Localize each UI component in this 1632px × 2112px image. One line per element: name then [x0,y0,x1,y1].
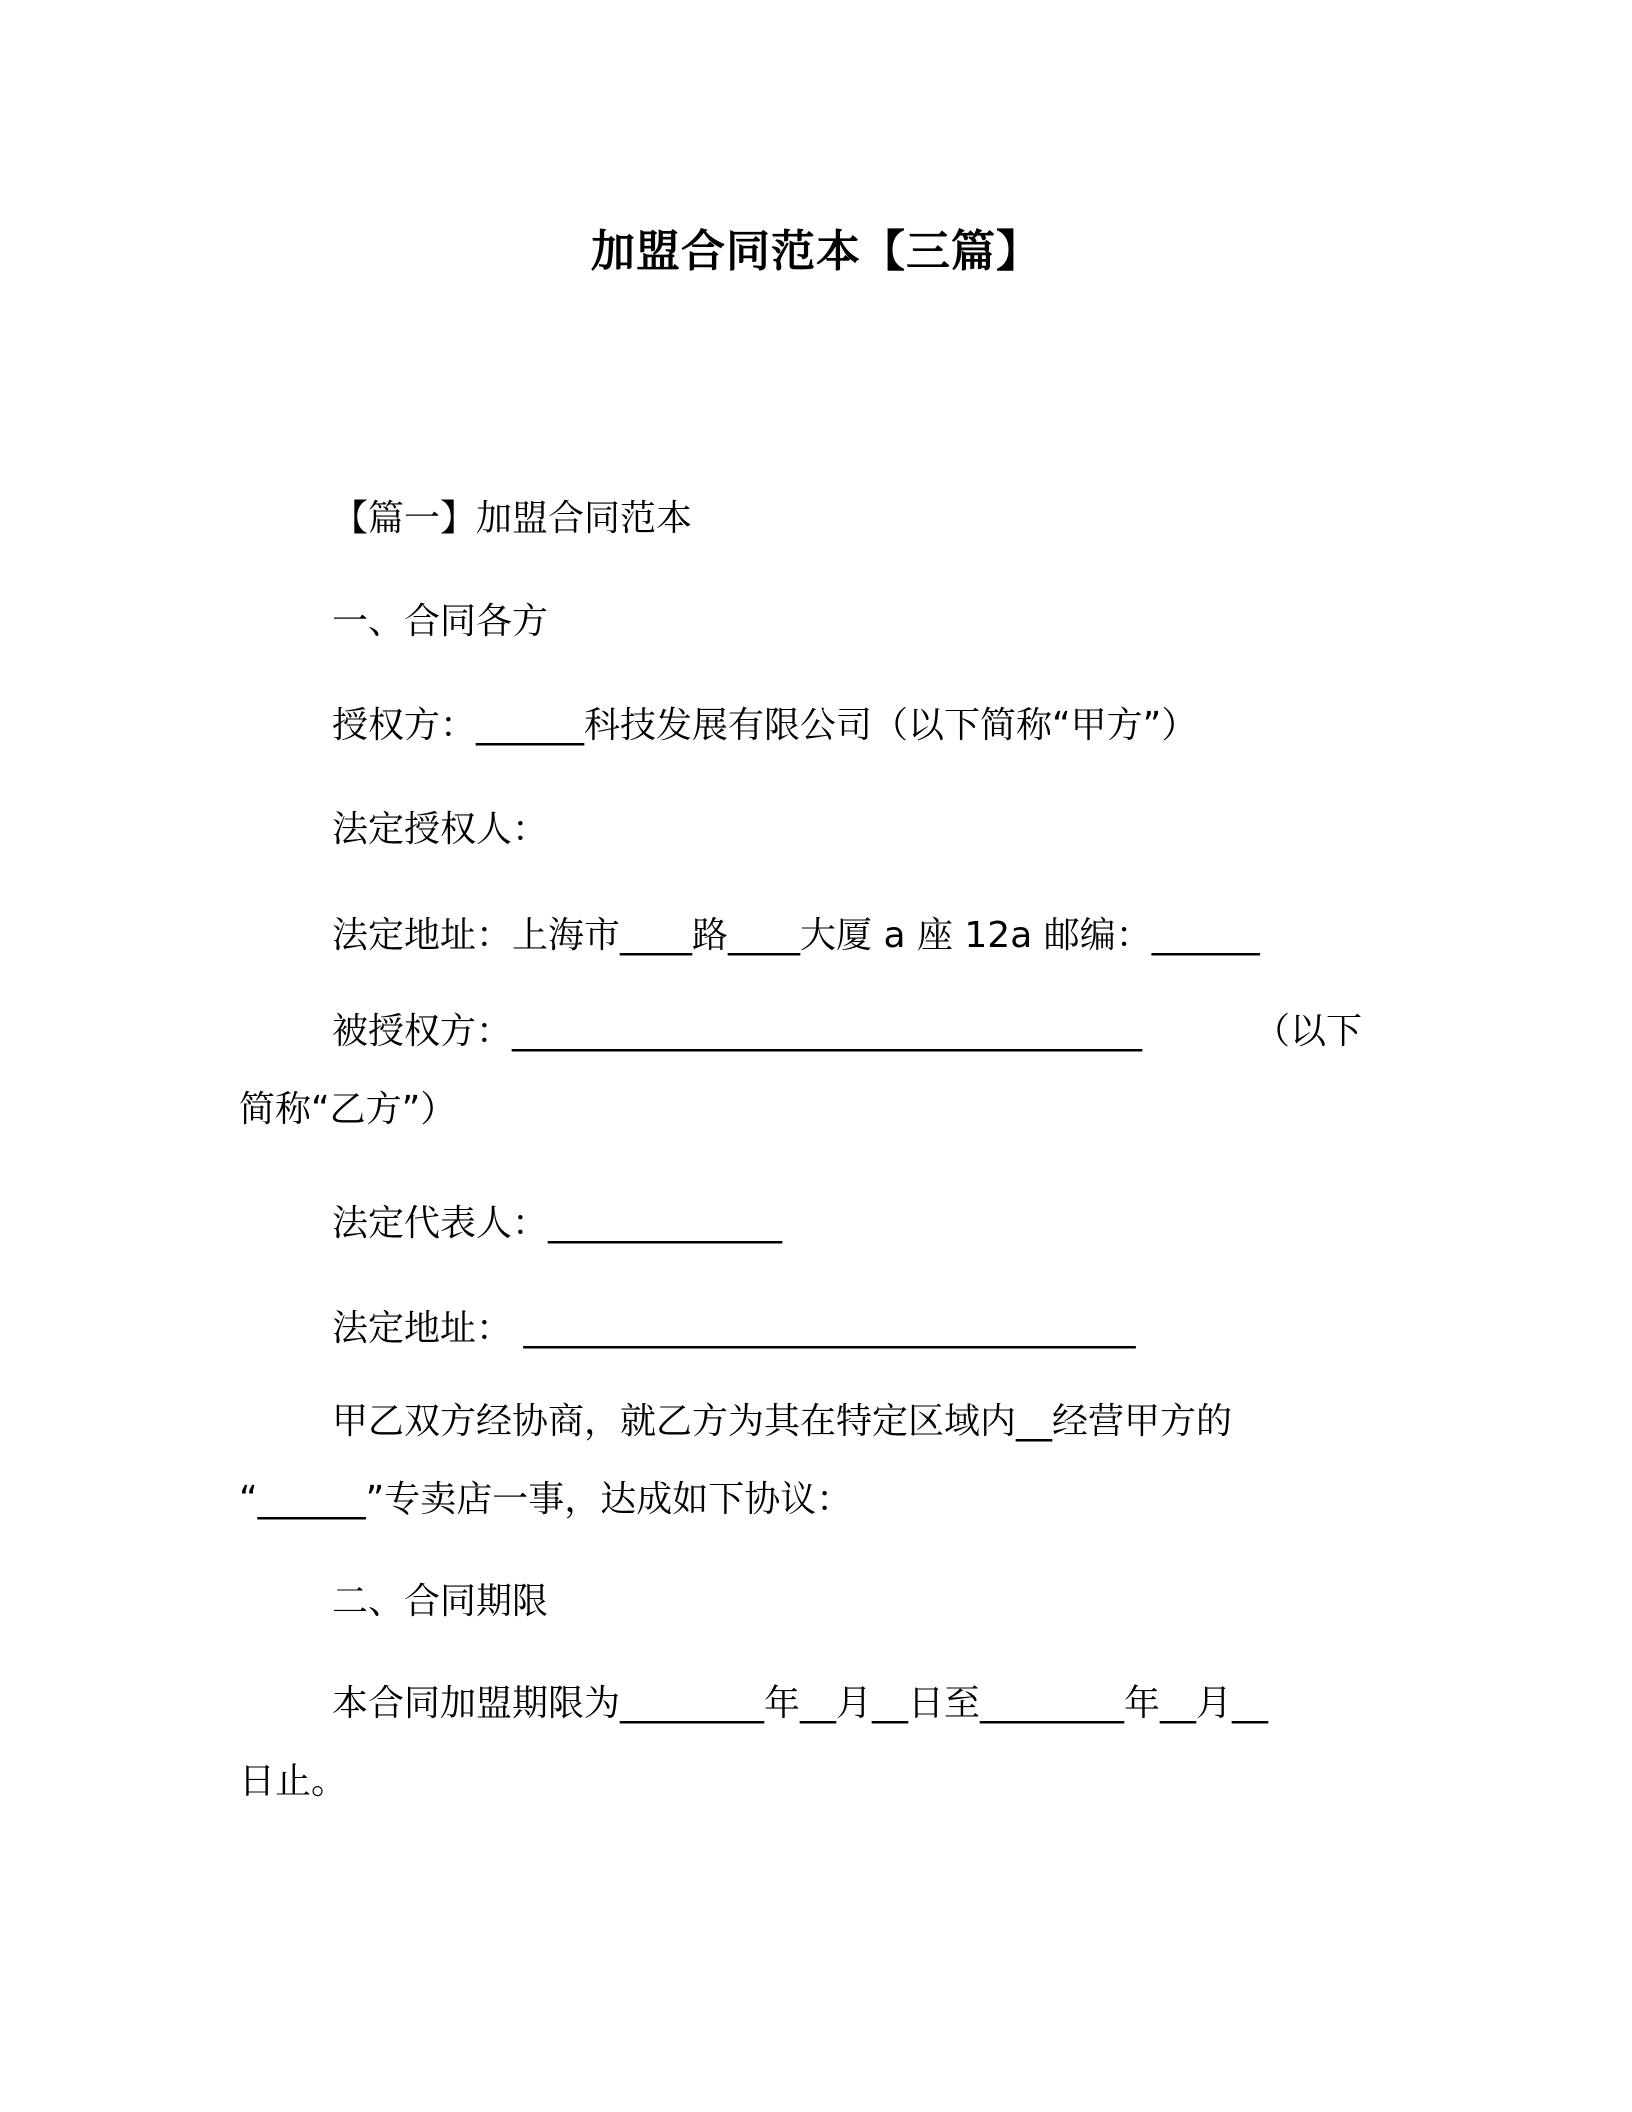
part2-heading: 二、合同期限 [332,1581,549,1622]
section-heading: 【篇一】加盟合同范本 [332,498,693,539]
licensor-address-line: 法定地址：上海市____路____大厦 a 座 12a 邮编：______ [332,915,1260,956]
licensee-text: 被授权方：___________________________________ [332,1011,1143,1052]
licensee-representative-line: 法定代表人：_____________ [332,1203,783,1244]
term-line-1: 本合同加盟期限为________年__月__日至________年__月__ [332,1683,1269,1724]
part1-heading: 一、合同各方 [332,601,549,642]
agreement-line-1: 甲乙双方经协商，就乙方为其在特定区域内__经营甲方的 [332,1401,1233,1442]
agreement-line-2: “______”专卖店一事，达成如下协议： [239,1479,853,1520]
licensee-address-line: 法定地址： __________________________________ [332,1308,1136,1349]
licensee-short-name-line: 简称“乙方”） [239,1089,457,1130]
term-line-2: 日止。 [239,1761,348,1802]
licensor-line: 授权方：______科技发展有限公司（以下简称“甲方”） [332,705,1198,746]
licensor-legal-person-line: 法定授权人： [332,809,549,850]
licensee-tail-text: （以下 [1253,1011,1362,1052]
document-title: 加盟合同范本【三篇】 [591,226,1041,277]
licensee-line [332,1008,1362,1056]
